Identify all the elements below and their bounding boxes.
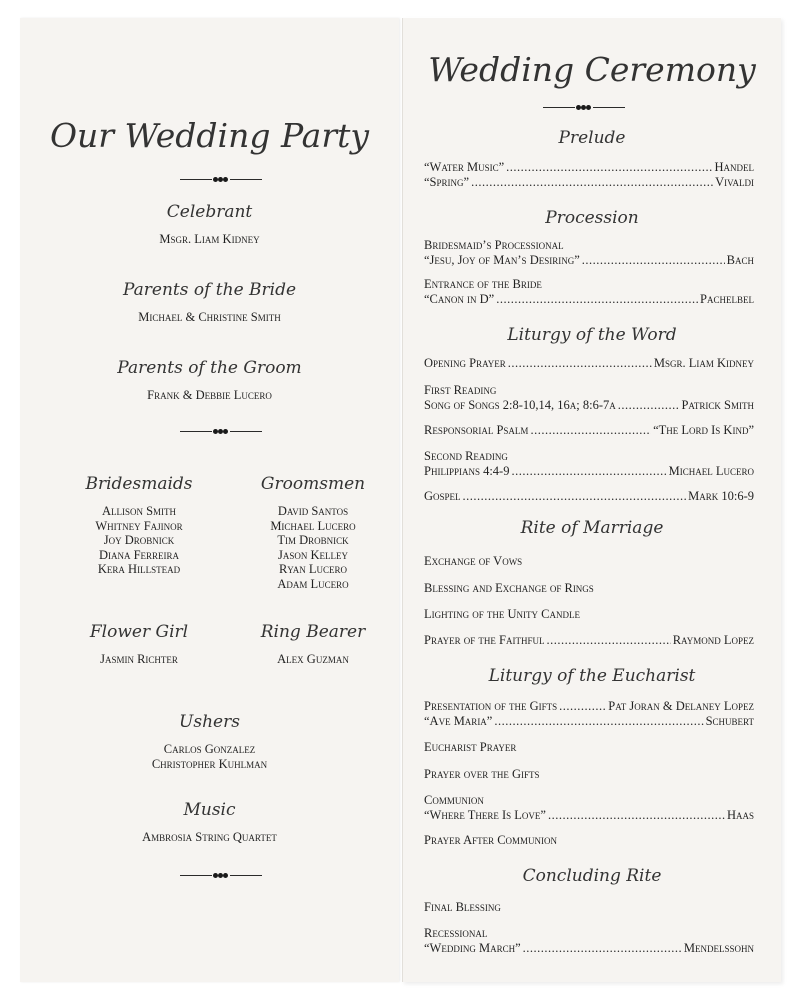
rite-marriage-heading: Rite of Marriage: [520, 518, 664, 538]
reader: Raymond Lopez: [672, 633, 754, 647]
bridesmaid-name: Diana Ferreira: [98, 547, 180, 562]
reference: Mark 10:6-9: [688, 489, 754, 503]
program-item: Song of Songs 2:8-10,14, 16a; 8:6-7a: [424, 397, 616, 412]
program-item: Opening Prayer: [424, 356, 506, 370]
program-label: First Reading: [424, 383, 497, 397]
liturgy-word-heading: Liturgy of the Word: [507, 325, 677, 345]
program-row: [424, 175, 754, 190]
composer: Handel: [714, 160, 754, 174]
bridesmaid-name: Allison Smith: [101, 504, 177, 518]
program-item: Blessing and Exchange of Rings: [424, 581, 594, 595]
piece-title: “Canon in D”: [424, 291, 495, 306]
second-reading: [424, 449, 754, 478]
program-row: [424, 398, 754, 413]
procession-bridesmaids: [424, 238, 754, 267]
program-item: Presentation of the Gifts: [424, 699, 558, 713]
ring-bearer-heading: Ring Bearer: [260, 622, 366, 642]
gospel: [424, 489, 754, 504]
groomsmen-heading: Groomsmen: [260, 474, 366, 494]
reader: Pat Joran & Delaney Lopez: [608, 699, 754, 713]
program-row: [424, 253, 754, 268]
concluding-heading: Concluding Rite: [522, 866, 662, 886]
celebrant-heading: Celebrant: [166, 202, 253, 222]
music-name: Ambrosia String Quartet: [142, 830, 277, 844]
wedding-party-title: Our Wedding Party: [49, 116, 370, 155]
program-item: Lighting of the Unity Candle: [424, 607, 580, 621]
piece-title: “Spring”: [424, 174, 470, 189]
ushers-list: [20, 742, 399, 771]
program-row: [424, 714, 754, 729]
presentation-gifts: [424, 699, 754, 728]
program-row: [424, 699, 754, 714]
prelude-list: [424, 160, 754, 189]
procession-bride: [424, 277, 754, 306]
program-row: [424, 160, 754, 175]
piece-title: “Ave Maria”: [424, 713, 493, 728]
program-item: Final Blessing: [424, 900, 501, 914]
ceremony-title: Wedding Ceremony: [428, 50, 756, 89]
bridesmaids-heading: Bridesmaids: [85, 474, 193, 494]
flourish-ornament: [180, 176, 262, 184]
composer: Mendelssohn: [683, 940, 754, 955]
program-row: [424, 356, 754, 371]
groomsman-name: Michael Lucero: [270, 518, 356, 533]
program-row: [424, 423, 754, 438]
program-row: [424, 941, 754, 956]
bridesmaid-name: Joy Drobnick: [103, 533, 175, 547]
groomsman-name: Jason Kelley: [277, 547, 348, 562]
ushers-heading: Ushers: [179, 712, 240, 732]
prelude-heading: Prelude: [558, 128, 626, 148]
flower-girl-heading: Flower Girl: [89, 622, 189, 642]
music-heading: Music: [183, 800, 236, 820]
groomsman-name: Ryan Lucero: [278, 562, 348, 576]
reader: Patrick Smith: [681, 397, 754, 412]
bridesmaid-name: Kera Hillstead: [97, 562, 181, 576]
flourish-ornament: [180, 872, 262, 880]
piece-title: “Water Music”: [424, 160, 505, 174]
composer: Bach: [726, 252, 754, 267]
procession-heading: Procession: [545, 208, 639, 228]
first-reading: [424, 383, 754, 412]
liturgy-eucharist-heading: Liturgy of the Eucharist: [488, 666, 696, 686]
usher-name: Carlos Gonzalez: [163, 742, 256, 756]
recessional: [424, 926, 754, 955]
program-item: Prayer over the Gifts: [424, 767, 540, 781]
reader: Michael Lucero: [668, 463, 754, 478]
flower-girl-name: Jasmin Richter: [100, 652, 178, 666]
composer: Schubert: [705, 713, 754, 728]
bride-parents-heading: Parents of the Bride: [122, 280, 297, 300]
program-label: Second Reading: [424, 449, 508, 463]
piece-title: “Where There Is Love”: [424, 807, 546, 822]
composer: Vivaldi: [715, 174, 754, 189]
program-label: Entrance of the Bride: [424, 277, 542, 291]
ceremony-panel: [402, 18, 781, 982]
program-label: Bridesmaid’s Processional: [424, 238, 564, 252]
responsorial-psalm: [424, 423, 754, 438]
bridesmaids-list: [59, 504, 219, 577]
psalm-title: “The Lord Is Kind”: [653, 423, 754, 437]
groomsman-name: Tim Drobnick: [277, 533, 349, 547]
program-label: Recessional: [424, 926, 488, 940]
composer: Pachelbel: [700, 291, 754, 306]
program-item: Gospel: [424, 489, 461, 503]
flourish-ornament: [543, 104, 625, 112]
bride-parents-name: Michael & Christine Smith: [138, 310, 281, 324]
program-label: Communion: [424, 793, 484, 807]
celebrant-name: Msgr. Liam Kidney: [159, 232, 260, 246]
composer: Haas: [726, 807, 754, 822]
program-item: Eucharist Prayer: [424, 740, 517, 754]
groomsman-name: David Santos: [277, 504, 349, 518]
program-item: Responsorial Psalm: [424, 423, 529, 437]
opening-prayer: [424, 356, 754, 371]
communion: [424, 793, 754, 822]
bridesmaid-name: Whitney Fajinor: [95, 518, 183, 533]
groom-parents-heading: Parents of the Groom: [117, 358, 302, 378]
groom-parents-name: Frank & Debbie Lucero: [147, 388, 272, 402]
program-row: [424, 464, 754, 479]
piece-title: “Wedding March”: [424, 940, 521, 955]
flourish-ornament: [180, 428, 262, 436]
program-item: Philippians 4:4-9: [424, 463, 510, 478]
wedding-party-panel: [20, 18, 399, 982]
program-row: [424, 489, 754, 504]
program-row: [424, 633, 754, 648]
program-item: Prayer of the Faithful: [424, 633, 545, 647]
usher-name: Christopher Kuhlman: [151, 756, 268, 771]
groomsmen-list: [228, 504, 398, 591]
program-row: [424, 808, 754, 823]
prayer-faithful: [424, 633, 754, 648]
program-item: Prayer After Communion: [424, 833, 558, 847]
piece-title: “Jesu, Joy of Man’s Desiring”: [424, 252, 580, 267]
program-item: Exchange of Vows: [424, 554, 523, 568]
ring-bearer-name: Alex Guzman: [277, 652, 349, 666]
groomsman-name: Adam Lucero: [277, 576, 349, 591]
reader: Msgr. Liam Kidney: [653, 356, 754, 370]
program-row: [424, 292, 754, 307]
